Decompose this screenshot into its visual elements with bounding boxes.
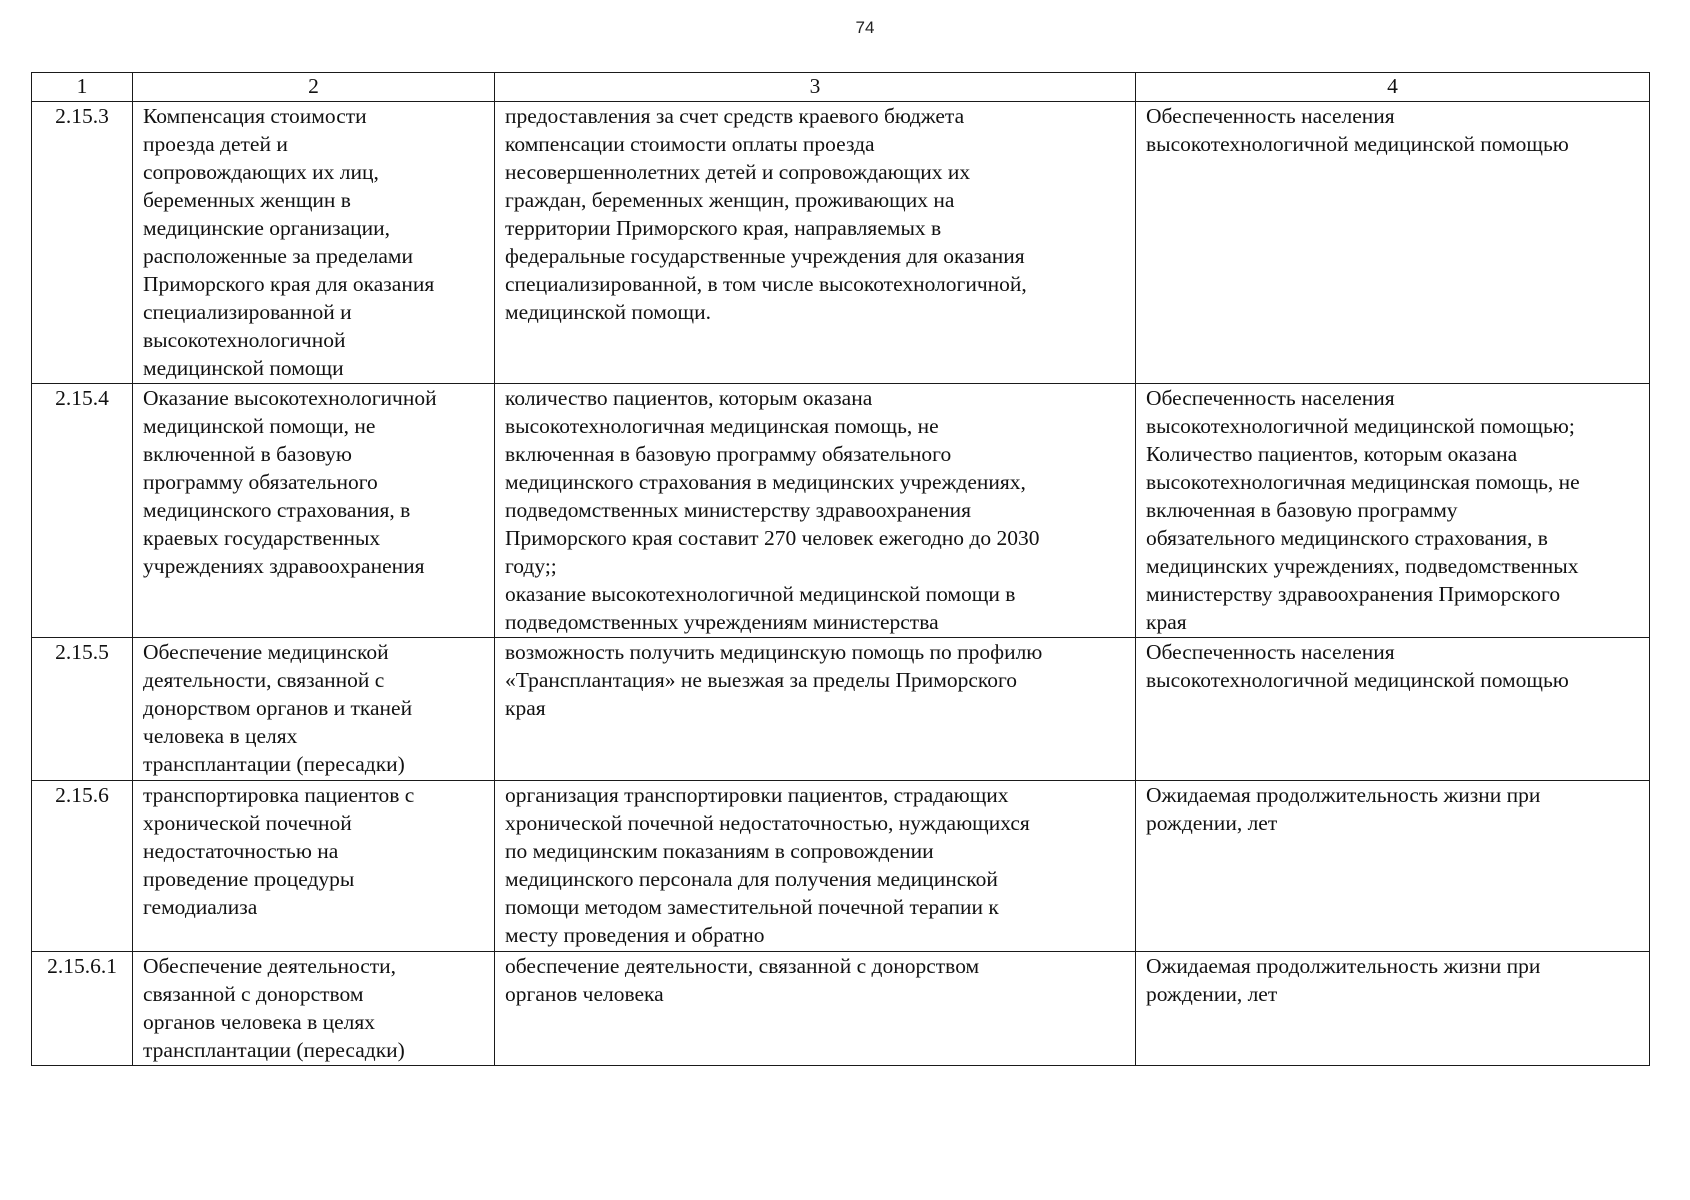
column-header-3: 3 [495, 73, 1136, 102]
table-row [32, 384, 1650, 638]
row-number: 2.15.5 [32, 638, 133, 781]
table-row [32, 102, 1650, 384]
expected-result: возможность получить медицинскую помощь по профилю «Трансплантация» не выезжая за пределы Приморского края [495, 638, 1136, 781]
expected-result: предоставления за счет средств краевого бюджета компенсации стоимости оплаты проезда несовершеннолетних детей и сопровождающих их граждан, беременных женщин, проживающих на территории Приморского края, направляемых в федеральные государственные учреждения для оказания специализированной, в том числе высокотехнологичной, медицинской помощи. [495, 102, 1136, 384]
expected-result: организация транспортировки пациентов, страдающих хронической почечной недостаточностью, нуждающихся по медицинским показаниям в сопровождении медицинского персонала для получения медицинской помощи методом заместительной почечной терапии к месту проведения и обратно [495, 781, 1136, 952]
row-number: 2.15.6.1 [32, 952, 133, 1066]
column-header-2: 2 [133, 73, 495, 102]
measures-table [31, 72, 1650, 1066]
row-number: 2.15.6 [32, 781, 133, 952]
expected-result: количество пациентов, которым оказана высокотехнологичная медицинская помощь, не включенная в базовую программу обязательного медицинского страхования в медицинских учреждениях, подведомственных министерству здравоохранения Приморского края составит 270 человек ежегодно до 2030 году;; оказание высокотехнологичной медицинской помощи в подведомственных учреждениям министерства [495, 384, 1136, 638]
table-header-row [32, 73, 1650, 102]
target-indicator: Ожидаемая продолжительность жизни при рождении, лет [1136, 781, 1650, 952]
target-indicator: Ожидаемая продолжительность жизни при рождении, лет [1136, 952, 1650, 1066]
column-header-1: 1 [32, 73, 133, 102]
measure-name: Компенсация стоимости проезда детей и сопровождающих их лиц, беременных женщин в медицинские организации, расположенные за пределами Приморского края для оказания специализированной и высокотехнологичной медицинской помощи [133, 102, 495, 384]
table-row [32, 781, 1650, 952]
expected-result: обеспечение деятельности, связанной с донорством органов человека [495, 952, 1136, 1066]
page-number: 74 [855, 18, 875, 37]
measure-name: Оказание высокотехнологичной медицинской помощи, не включенной в базовую программу обязательного медицинского страхования, в краевых государственных учреждениях здравоохранения [133, 384, 495, 638]
target-indicator: Обеспеченность населения высокотехнологичной медицинской помощью [1136, 638, 1650, 781]
measure-name: Обеспечение деятельности, связанной с донорством органов человека в целях трансплантации (пересадки) [133, 952, 495, 1066]
target-indicator: Обеспеченность населения высокотехнологичной медицинской помощью [1136, 102, 1650, 384]
measure-name: транспортировка пациентов с хронической почечной недостаточностью на проведение процедуры гемодиализа [133, 781, 495, 952]
row-number: 2.15.4 [32, 384, 133, 638]
measure-name: Обеспечение медицинской деятельности, связанной с донорством органов и тканей человека в целях трансплантации (пересадки) [133, 638, 495, 781]
row-number: 2.15.3 [32, 102, 133, 384]
column-header-4: 4 [1136, 73, 1650, 102]
table-row [32, 952, 1650, 1066]
table-row [32, 638, 1650, 781]
target-indicator: Обеспеченность населения высокотехнологичной медицинской помощью; Количество пациентов, которым оказана высокотехнологичная медицинская помощь, не включенная в базовую программу обязательного медицинского страхования, в медицинских учреждениях, подведомственных министерству здравоохранения Приморского края [1136, 384, 1650, 638]
